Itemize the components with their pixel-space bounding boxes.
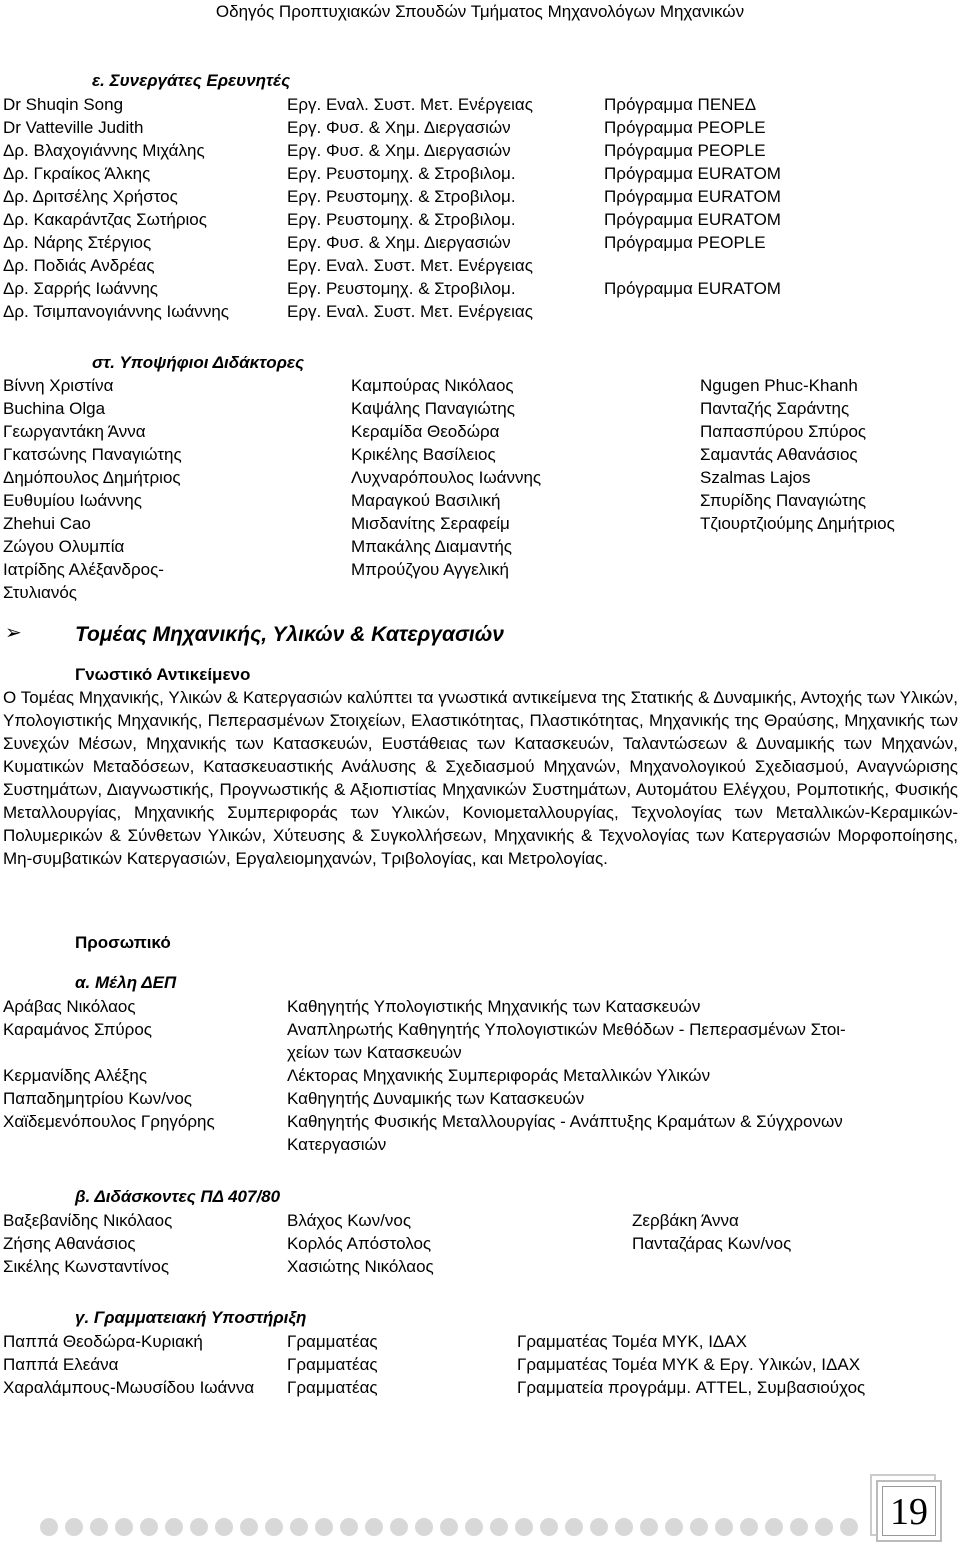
decorative-dot-icon	[440, 1518, 458, 1536]
researcher-row-cell: Εργ. Φυσ. & Χημ. Διεργασιών	[287, 118, 511, 137]
teacher-row-cell: Ζήσης Αθανάσιος	[3, 1234, 136, 1253]
phd-candidate: Μπρούζγου Αγγελική	[351, 560, 509, 579]
researcher-row-cell: Εργ. Φυσ. & Χημ. Διεργασιών	[287, 233, 511, 252]
decorative-dot-icon	[365, 1518, 383, 1536]
researcher-row	[0, 185, 960, 208]
faculty-row-cell: Κερμανίδης Αλέξης	[3, 1066, 148, 1085]
secretariat-row-cell: Χαραλάμπους-Μωυσίδου Ιωάννα	[3, 1378, 255, 1397]
phd-candidate: Ιατρίδης Αλέξανδρος-	[3, 560, 164, 579]
decorative-dot-icon	[190, 1518, 208, 1536]
phd-candidate: Στυλιανός	[3, 583, 77, 602]
researcher-row	[0, 208, 960, 231]
decorative-dot-icon	[840, 1518, 858, 1536]
phd-candidate: Szalmas Lajos	[700, 468, 811, 487]
faculty-row-cell: Κατεργασιών	[287, 1135, 387, 1154]
faculty-row	[0, 1064, 960, 1087]
decorative-dot-icon	[690, 1518, 708, 1536]
decorative-dot-icon	[665, 1518, 683, 1536]
page-header: Οδηγός Προπτυχιακών Σπουδών Τμήματος Μηχανολόγων Μηχανικών	[215, 2, 745, 21]
researcher-row-cell: Πρόγραμμα PEOPLE	[604, 141, 766, 160]
faculty-row-cell: Καραμάνος Σπύρος	[3, 1020, 152, 1039]
teacher-row	[0, 1255, 960, 1278]
faculty-heading: α. Μέλη ΔΕΠ	[75, 973, 177, 992]
decorative-dot-icon	[590, 1518, 608, 1536]
secretariat-row-cell: Παππά Ελεάνα	[3, 1355, 119, 1374]
teacher-row-cell: Ζερβάκη Άννα	[632, 1211, 739, 1230]
decorative-dot-icon	[65, 1518, 83, 1536]
secretariat-row-cell: Γραμματέας	[287, 1378, 378, 1397]
decorative-dot-icon	[715, 1518, 733, 1536]
decorative-dot-icon	[165, 1518, 183, 1536]
decorative-dot-icon	[265, 1518, 283, 1536]
secretariat-row-cell: Γραμματέας	[287, 1355, 378, 1374]
decorative-dot-icon	[815, 1518, 833, 1536]
teachers-heading: β. Διδάσκοντες ΠΔ 407/80	[75, 1187, 281, 1206]
phd-candidate: Σαμαντάς Αθανάσιος	[700, 445, 858, 464]
secretariat-row	[0, 1353, 960, 1376]
phd-candidate: Ευθυμίου Ιωάννης	[3, 491, 142, 510]
researcher-row-cell: Εργ. Φυσ. & Χημ. Διεργασιών	[287, 141, 511, 160]
phd-candidate: Μαραγκού Βασιλική	[351, 491, 501, 510]
researcher-row-cell: Dr Vatteville Judith	[3, 118, 144, 137]
faculty-row-cell: Καθηγητής Δυναμικής των Κατασκευών	[287, 1089, 585, 1108]
faculty-row	[0, 1087, 960, 1110]
researcher-row	[0, 116, 960, 139]
secretariat-row-cell: Γραμματέας	[287, 1332, 378, 1351]
phd-candidate: Κεραμίδα Θεοδώρα	[351, 422, 500, 441]
researcher-row-cell: Dr Shuqin Song	[3, 95, 124, 114]
decorative-dot-icon	[340, 1518, 358, 1536]
faculty-row-cell: Καθηγητής Υπολογιστικής Μηχανικής των Κατασκευών	[287, 997, 701, 1016]
faculty-row-cell: Καθηγητής Φυσικής Μεταλλουργίας - Ανάπτυξης Κραμάτων & Σύγχρονων	[287, 1112, 843, 1131]
decorative-dot-icon	[540, 1518, 558, 1536]
researcher-row-cell: Δρ. Βλαχογιάννης Μιχάλης	[3, 141, 205, 160]
decorative-dot-icon	[140, 1518, 158, 1536]
phd-candidate: Βίννη Χριστίνα	[3, 376, 114, 395]
teacher-row-cell: Κορλός Απόστολος	[287, 1234, 432, 1253]
secretariat-row-cell: Παππά Θεοδώρα-Κυριακή	[3, 1332, 203, 1351]
secretariat-row-cell: Γραμματέας Τομέα ΜΥΚ & Εργ. Υλικών, ΙΔΑΧ	[517, 1355, 861, 1374]
faculty-row	[0, 995, 960, 1018]
phd-candidate: Τζιουρτζιούμης Δημήτριος	[700, 514, 895, 533]
arrow-bullet-icon: ➢	[5, 622, 22, 644]
decorative-dot-icon	[640, 1518, 658, 1536]
teacher-row	[0, 1209, 960, 1232]
phd-candidate: Buchina Olga	[3, 399, 106, 418]
researcher-row	[0, 93, 960, 116]
phd-candidate: Zhehui Cao	[3, 514, 91, 533]
phd-candidate: Δημόπουλος Δημήτριος	[3, 468, 181, 487]
decorative-dot-icon	[215, 1518, 233, 1536]
researcher-row-cell: Δρ. Νάρης Στέργιος	[3, 233, 152, 252]
decorative-dot-icon	[765, 1518, 783, 1536]
faculty-row-cell: Αράβας Νικόλαος	[3, 997, 136, 1016]
researcher-row-cell: Εργ. Ρευστομηχ. & Στροβιλομ.	[287, 279, 516, 298]
secretariat-row	[0, 1330, 960, 1353]
faculty-row	[0, 1110, 960, 1133]
researcher-row-cell: Εργ. Ρευστομηχ. & Στροβιλομ.	[287, 210, 516, 229]
researcher-row	[0, 231, 960, 254]
phd-candidate: Σπυρίδης Παναγιώτης	[700, 491, 867, 510]
researcher-row-cell: Δρ. Κακαράντζας Σωτήριος	[3, 210, 207, 229]
teacher-row-cell: Βαξεβανίδης Νικόλαος	[3, 1211, 173, 1230]
section-title: Τομέας Μηχανικής, Υλικών & Κατεργασιών	[75, 623, 504, 646]
decorative-dot-icon	[315, 1518, 333, 1536]
decorative-dot-icon	[565, 1518, 583, 1536]
phd-candidate: Λυχναρόπουλος Ιωάννης	[351, 468, 542, 487]
subject-heading: Γνωστικό Αντικείμενο	[75, 665, 251, 684]
researcher-row-cell: Δρ. Δριτσέλης Χρήστος	[3, 187, 178, 206]
faculty-row-cell: χείων των Κατασκευών	[287, 1043, 462, 1062]
teacher-row-cell: Βλάχος Κων/νος	[287, 1211, 412, 1230]
faculty-row-cell: Αναπληρωτής Καθηγητής Υπολογιστικών Μεθόδων - Πεπερασμένων Στοι-	[287, 1020, 846, 1039]
decorative-dot-icon	[790, 1518, 808, 1536]
teacher-row-cell: Χασιώτης Νικόλαος	[287, 1257, 434, 1276]
teacher-row-cell: Σικέλης Κωνσταντίνος	[3, 1257, 170, 1276]
teacher-row	[0, 1232, 960, 1255]
decorative-dot-icon	[465, 1518, 483, 1536]
faculty-row	[0, 1018, 960, 1041]
researcher-row-cell: Εργ. Εναλ. Συστ. Μετ. Ενέργειας	[287, 256, 533, 275]
decorative-dot-icon	[90, 1518, 108, 1536]
decorative-dot-icon	[240, 1518, 258, 1536]
faculty-row-cell: Χαϊδεμενόπουλος Γρηγόρης	[3, 1112, 215, 1131]
phd-candidate: Μισδανίτης Σεραφείμ	[351, 514, 510, 533]
secretariat-row-cell: Γραμματέας Τομέα ΜΥΚ, ΙΔΑΧ	[517, 1332, 747, 1351]
decorative-dot-icon	[415, 1518, 433, 1536]
researcher-row-cell: Πρόγραμμα EURATOM	[604, 164, 781, 183]
phd-candidate: Καμπούρας Νικόλαος	[351, 376, 514, 395]
researcher-row-cell: Δρ. Τσιμπανογιάννης Ιωάννης	[3, 302, 229, 321]
researcher-row	[0, 300, 960, 323]
phd-candidate: Γκατσώνης Παναγιώτης	[3, 445, 182, 464]
decorative-dot-icon	[740, 1518, 758, 1536]
page-number: 19	[890, 1491, 928, 1533]
researcher-row-cell: Πρόγραμμα PEOPLE	[604, 118, 766, 137]
researcher-row	[0, 139, 960, 162]
researcher-row-cell: Πρόγραμμα EURATOM	[604, 210, 781, 229]
page-number-box	[876, 1480, 942, 1542]
researcher-row-cell: Εργ. Εναλ. Συστ. Μετ. Ενέργειας	[287, 302, 533, 321]
faculty-row-cell: Λέκτορας Μηχανικής Συμπεριφοράς Μεταλλικών Υλικών	[287, 1066, 711, 1085]
researcher-row	[0, 277, 960, 300]
subject-paragraph: Ο Τομέας Μηχανικής, Υλικών & Κατεργασιών καλύπτει τα γνωστικά αντικείμενα της Στατικής & Δυναμικής, Αντοχής των Υλικών, Υπολογιστικής Μηχανικής, Πεπερασμένων Στοιχείων, Ελαστικότητας, Πλαστικότητας, Μηχανικής της Θραύσης, Μηχανικής των Συνεχών Μέσων, Μηχανικής των Κατασκευών, Ευστάθειας των Κατασκευών, Ταλαντώσεων & Δυναμικής των Μηχανών, Κυματικών Μεταδόσεων, Κατασκευαστικής Ανάλυσης & Σχεδιασμού Μηχανών, Μηχανολογικού Σχεδιασμού, Αναγνώρισης Συστημάτων, Διαγνωστικής, Προγνωστικής & Αξιοπιστίας Μηχανικών Συστημάτων, Αυτομάτου Ελέγχου, Ρομποτικής, Φυσικής Μεταλλουργίας, Μηχανικής Συμπεριφοράς των Υλικών, Κονιομεταλλουργίας, Τεχνολογίας των Μεταλλικών-Κεραμικών-Πολυμερικών & Σύνθετων Υλικών, Χύτευσης & Συγκολλήσεων, Μηχανικής & Τεχνολογίας των Κατεργασιών Μορφοποίησης, Μη-συμβατικών Κατεργασιών, Εργαλειομηχανών, Τριβολογίας, και Μετρολογίας.	[3, 688, 958, 868]
decorative-dot-icon	[515, 1518, 533, 1536]
phd-candidate: Γεωργαντάκη Άννα	[3, 422, 146, 441]
decorative-dot-icon	[115, 1518, 133, 1536]
researcher-row-cell: Εργ. Ρευστομηχ. & Στροβιλομ.	[287, 187, 516, 206]
phd-candidate: Παπασπύρου Σπύρος	[700, 422, 867, 441]
researcher-row-cell: Εργ. Ρευστομηχ. & Στροβιλομ.	[287, 164, 516, 183]
faculty-row	[0, 1133, 960, 1156]
decorative-dot-icon	[40, 1518, 58, 1536]
phd-candidate: Πανταζής Σαράντης	[700, 399, 850, 418]
decorative-dot-icon	[290, 1518, 308, 1536]
researcher-row-cell: Πρόγραμμα ΠΕΝΕΔ	[604, 95, 757, 114]
decorative-dot-icon	[615, 1518, 633, 1536]
phd-heading: στ. Υποψήφιοι Διδάκτορες	[92, 353, 305, 372]
phd-candidate: Καψάλης Παναγιώτης	[351, 399, 515, 418]
phd-candidate: Ngugen Phuc-Khanh	[700, 376, 858, 395]
faculty-row-cell: Παπαδημητρίου Κων/νος	[3, 1089, 193, 1108]
researcher-row-cell: Δρ. Ποδιάς Ανδρέας	[3, 256, 155, 275]
phd-candidate: Μπακάλης Διαμαντής	[351, 537, 512, 556]
researcher-row-cell: Πρόγραμμα PEOPLE	[604, 233, 766, 252]
researcher-row-cell: Δρ. Σαρρής Ιωάννης	[3, 279, 158, 298]
researchers-heading: ε. Συνεργάτες Ερευνητές	[92, 71, 291, 90]
staff-heading: Προσωπικό	[75, 933, 171, 952]
researcher-row	[0, 254, 960, 277]
secretariat-heading: γ. Γραμματειακή Υποστήριξη	[75, 1308, 307, 1327]
researcher-row-cell: Πρόγραμμα EURATOM	[604, 187, 781, 206]
decorative-dot-icon	[490, 1518, 508, 1536]
researcher-row-cell: Δρ. Γκραίκος Άλκης	[3, 164, 151, 183]
secretariat-row	[0, 1376, 960, 1399]
phd-candidate: Ζώγου Ολυμπία	[3, 537, 125, 556]
researcher-row-cell: Εργ. Εναλ. Συστ. Μετ. Ενέργειας	[287, 95, 533, 114]
teacher-row-cell: Πανταζάρας Κων/νος	[632, 1234, 792, 1253]
researcher-row	[0, 162, 960, 185]
faculty-row	[0, 1041, 960, 1064]
researcher-row-cell: Πρόγραμμα EURATOM	[604, 279, 781, 298]
secretariat-row-cell: Γραμματεία προγράμμ. ATTEL, Συμβασιούχος	[517, 1378, 866, 1397]
decorative-dot-icon	[390, 1518, 408, 1536]
phd-candidate: Κρικέλης Βασίλειος	[351, 445, 496, 464]
